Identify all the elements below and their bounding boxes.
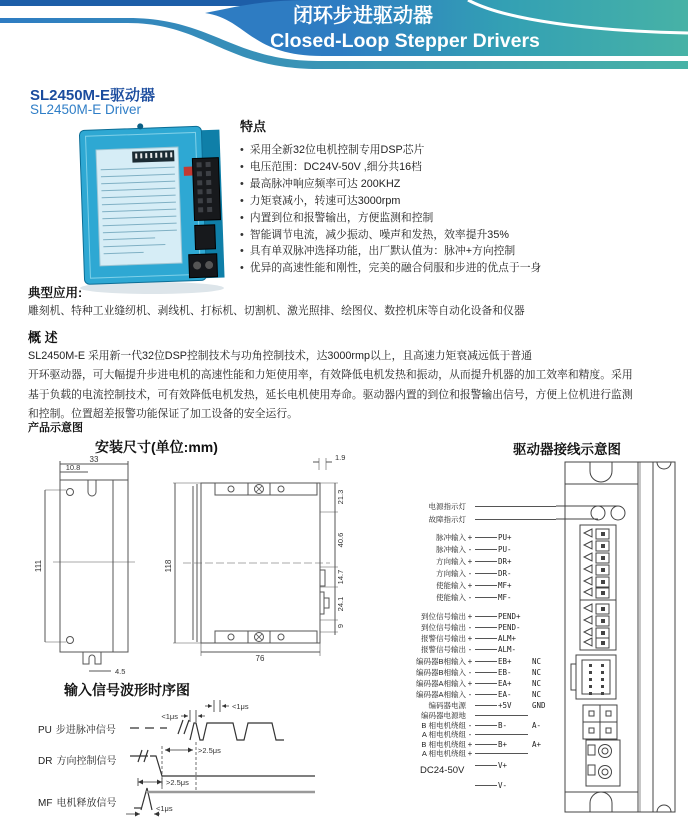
row-pin: +5V — [498, 700, 512, 710]
signal-id: DR — [38, 756, 53, 767]
wire-line — [475, 785, 497, 786]
signal-label: 方向控制信号 — [56, 756, 117, 767]
dim-9: 9 — [336, 623, 345, 629]
row-label: B 相电机绕组 — [421, 720, 466, 730]
row-pin: MF+ — [498, 580, 512, 590]
signal-label: 步进脉冲信号 — [55, 725, 116, 736]
driver-bottom-notch — [590, 792, 612, 812]
row-sign: + — [467, 739, 473, 749]
dim-21-3: 21.3 — [336, 489, 345, 505]
dim-4-5: 4.5 — [115, 667, 126, 676]
wiring-labels — [396, 452, 556, 792]
wiring-row — [396, 544, 556, 554]
fault-led — [611, 506, 625, 520]
overview-line: 基于负载的电流控制技术，可有效降低电机发热，延长电机使用寿命。驱动器内置的到位和报警输出信号，方便上位机进行监测 — [28, 388, 633, 401]
row-pin: PEND- — [498, 622, 521, 632]
wire-line — [475, 694, 497, 695]
row-label: 脉冲输入 — [436, 532, 466, 542]
wire-line — [475, 585, 497, 586]
row-label: 到位信号输出 — [421, 622, 466, 632]
feature-item: • 智能调节电流，减少振动、噪声和发热，效率提升35% — [240, 227, 685, 244]
row-label: 到位信号输出 — [421, 611, 466, 621]
row-label: A 相电机绕组 — [421, 729, 466, 739]
row-pin: B- — [498, 720, 508, 730]
side-view-hole-top — [67, 489, 74, 496]
feature-item: • 优异的高速性能和刚性，完美的融合伺服和步进的优点于一身 — [240, 260, 685, 277]
side-view-bottom-slot — [83, 652, 101, 664]
features-section — [240, 116, 685, 277]
mounting-drawing — [25, 452, 360, 680]
wire-line — [475, 725, 497, 726]
dc-screw-1 — [599, 745, 612, 758]
row-sign: + — [467, 580, 473, 590]
row-label: 报警信号输出 — [421, 644, 466, 654]
signal-id: MF — [38, 798, 53, 809]
power-led — [591, 506, 605, 520]
row-label: 编码器B相输入 — [415, 667, 466, 677]
indicator-label: 电源指示灯 — [428, 501, 466, 511]
wire-line — [475, 705, 497, 706]
mounting-heading: 安装尺寸(单位:mm) — [95, 439, 218, 455]
wiring-row — [396, 622, 556, 632]
row-sign: - — [468, 568, 472, 578]
terminal-cells — [584, 529, 609, 648]
timing-waveforms — [20, 698, 330, 819]
row-pin: PU+ — [498, 532, 512, 542]
wiring-row — [396, 556, 556, 566]
row-sign: - — [468, 644, 472, 654]
features-list — [240, 142, 685, 277]
driver-outline-drawing — [556, 452, 688, 819]
row-sign: - — [468, 592, 472, 602]
row-pin: EB- — [498, 667, 512, 677]
overview-line: 开环驱动器，可大幅提升步进电机的高速性能和力矩使用率，有效降低电机发热和振动，从而提升机器的加工效率和精度。采用 — [28, 369, 633, 382]
row-sign: - — [468, 544, 472, 554]
product-name-en: SL2450M-E Driver — [30, 102, 142, 117]
signal-label: 电机释放信号 — [56, 798, 117, 809]
wire-line — [475, 506, 556, 507]
annotation-mf: <1μs — [156, 804, 173, 813]
wire-line — [475, 734, 528, 735]
row-sign: - — [468, 720, 472, 730]
feature-item: • 内置到位和报警输出，方便监测和控制 — [240, 210, 685, 227]
row-label: 方向输入 — [436, 568, 466, 578]
front-view-top-bracket — [215, 483, 317, 495]
row-pin2: NC — [532, 689, 542, 699]
row-label: B 相电机绕组 — [421, 739, 466, 749]
row-sign: + — [467, 532, 473, 542]
wiring-row — [396, 644, 556, 654]
row-sign: - — [468, 689, 472, 699]
row-pin: EB+ — [498, 656, 512, 666]
side-view-hole-bottom — [67, 637, 74, 644]
power-connector — [189, 254, 218, 278]
pu-break-marks — [178, 720, 189, 734]
row-pin: ALM+ — [498, 633, 517, 643]
front-view-connector-bump-1 — [320, 570, 325, 586]
wire-line — [475, 744, 497, 745]
row-pin2: A- — [532, 720, 542, 730]
side-view-top-slot — [88, 480, 96, 496]
header-title-zh: 闭环步进驱动器 — [293, 5, 433, 27]
annotation-pulse-high: <1μs — [232, 702, 249, 711]
row-label: 编码器B相输入 — [415, 656, 466, 666]
row-pin2: GND — [532, 700, 546, 710]
dim-33: 33 — [89, 455, 99, 464]
wire-line — [475, 753, 528, 754]
timing-heading: 输入信号波形时序图 — [64, 682, 190, 698]
row-sign: + — [467, 556, 473, 566]
row-sign: - — [468, 729, 472, 739]
encoder-connector — [195, 225, 216, 250]
wiring-row — [396, 729, 556, 739]
front-view-connector-bump-3 — [324, 598, 329, 608]
row-pin: V- — [498, 780, 508, 790]
row-pin: B+ — [498, 739, 508, 749]
header-banner — [0, 0, 688, 72]
features-heading: 特点 — [240, 119, 267, 134]
product-name-zh: SL2450M-E驱动器 — [30, 87, 156, 104]
row-pin: PEND+ — [498, 611, 521, 621]
wiring-indicator-row — [396, 514, 556, 524]
wiring-row — [396, 592, 556, 602]
wiring-row — [396, 532, 556, 542]
row-pin2: NC — [532, 678, 542, 688]
applications-heading: 典型应用: — [28, 286, 83, 300]
row-sign: + — [467, 656, 473, 666]
dim-1-9: 1.9 — [335, 453, 346, 462]
row-label: 编码器A相输入 — [415, 689, 466, 699]
row-sign: + — [467, 748, 473, 758]
dc-screw-2 — [599, 766, 612, 779]
wire-line — [475, 672, 497, 673]
wire-line — [475, 573, 497, 574]
row-sign: - — [468, 622, 472, 632]
row-sign: - — [468, 667, 472, 677]
encoder-connector-latch — [571, 664, 576, 690]
feature-item: • 力矩衰减小，转速可达3000rpm — [240, 193, 685, 210]
dip-switch-block — [132, 150, 174, 162]
dim-10-8: 10.8 — [65, 463, 81, 472]
encoder-pins — [589, 664, 604, 695]
annotation-dir-setup: >2.5μs — [198, 746, 221, 755]
signal-id: PU — [38, 725, 52, 736]
row-label: 方向输入 — [436, 556, 466, 566]
row-label: 使能输入 — [436, 592, 466, 602]
overview-heading: 概 述 — [28, 330, 58, 345]
side-view-body — [60, 480, 128, 652]
dim-118: 118 — [164, 559, 173, 573]
dc-terminal-outline — [586, 740, 620, 786]
wiring-row — [396, 568, 556, 578]
row-sign: + — [467, 678, 473, 688]
feature-item: • 电压范围：DC24V-50V ,细分共16档 — [240, 159, 685, 176]
wiring-row — [396, 700, 556, 710]
feature-item: • 具有单双脉冲选择功能，出厂默认值为：脉冲+方向控制 — [240, 243, 685, 260]
front-view-connector-bump-2 — [320, 592, 324, 614]
wire-line — [475, 627, 497, 628]
wire-line — [475, 561, 497, 562]
applications-text: 雕刻机、特种工业缝纫机、剥线机、打标机、切割机、激光照排、绘图仪、数控机床等自动化设备和仪器 — [28, 305, 525, 317]
wiring-heading: 驱动器接线示意图 — [513, 442, 621, 457]
driver-top-notch — [590, 462, 612, 482]
front-view-bottom-bracket — [215, 631, 317, 643]
indicator-label: 故障指示灯 — [428, 514, 466, 524]
driver-label-sticker — [96, 147, 182, 266]
wiring-row — [396, 611, 556, 621]
row-pin: EA- — [498, 689, 512, 699]
wiring-row — [396, 656, 556, 666]
wire-line — [475, 649, 497, 650]
overview-line: 和控制。位置超差报警功能保证了加工设备的安全运行。 — [28, 407, 298, 420]
row-pin: DR- — [498, 568, 512, 578]
row-pin2: NC — [532, 656, 542, 666]
wire-line — [475, 715, 528, 716]
dim-24-1: 24.1 — [336, 596, 345, 612]
annotation-pulse-low: <1μs — [161, 712, 178, 721]
row-pin2: A+ — [532, 739, 542, 749]
product-photo — [68, 114, 236, 298]
wire-line — [475, 537, 497, 538]
row-sign: + — [467, 633, 473, 643]
wire-line — [475, 661, 497, 662]
diagram-section-heading: 产品示意图 — [28, 422, 83, 434]
feature-item: • 最高脉冲响应频率可达 200KHZ — [240, 176, 685, 193]
wire-line — [475, 519, 556, 520]
row-label: 编码器电源 — [428, 700, 466, 710]
overview-paragraph — [28, 347, 678, 424]
overview-line: SL2450M-E 采用新一代32位DSP控制技术与功角控制技术，达3000rmp以上，且高速力矩衰减远低于普通 — [28, 350, 532, 362]
row-pin: MF- — [498, 592, 512, 602]
wiring-indicator-row — [396, 501, 556, 511]
dim-14-7: 14.7 — [336, 569, 345, 585]
driver-top-halfcircle — [657, 462, 671, 469]
row-label: 报警信号输出 — [421, 633, 466, 643]
wiring-row — [396, 667, 556, 677]
wire-line — [475, 597, 497, 598]
wire-line — [475, 638, 497, 639]
wiring-row — [396, 748, 556, 758]
row-pin2: NC — [532, 667, 542, 677]
power-supply-label: DC24-50V — [420, 765, 465, 776]
row-pin: DR+ — [498, 556, 512, 566]
row-sign: + — [467, 611, 473, 621]
red-label — [184, 167, 193, 176]
pu-pulse-train — [190, 723, 284, 740]
dim-111: 111 — [34, 559, 43, 573]
annotation-dir-hold: >2.5μs — [166, 778, 189, 787]
row-label: 编码器电源地 — [421, 710, 466, 720]
header-title-en: Closed-Loop Stepper Drivers — [270, 30, 540, 52]
wire-line — [475, 549, 497, 550]
dim-40-6: 40.6 — [336, 532, 345, 548]
wire-line — [475, 765, 497, 766]
signal-connector — [192, 158, 220, 221]
row-label: 使能输入 — [436, 580, 466, 590]
wiring-row — [396, 710, 556, 720]
wire-line — [475, 683, 497, 684]
dr-fall-line — [150, 756, 315, 776]
wiring-row — [396, 633, 556, 643]
wiring-row — [396, 780, 556, 790]
dim-76: 76 — [255, 654, 265, 663]
row-label: 编码器A相输入 — [415, 678, 466, 688]
wire-line — [475, 616, 497, 617]
row-label: 脉冲输入 — [436, 544, 466, 554]
feature-item: • 采用全新32位电机控制专用DSP芯片 — [240, 142, 685, 159]
wiring-row — [396, 678, 556, 688]
row-pin: EA+ — [498, 678, 512, 688]
wiring-row — [396, 580, 556, 590]
driver-bottom-halfcircle — [657, 805, 671, 812]
row-label: A 相电机绕组 — [421, 748, 466, 758]
row-pin: ALM- — [498, 644, 517, 654]
row-pin: V+ — [498, 760, 508, 770]
wiring-row — [396, 689, 556, 699]
row-pin: PU- — [498, 544, 512, 554]
